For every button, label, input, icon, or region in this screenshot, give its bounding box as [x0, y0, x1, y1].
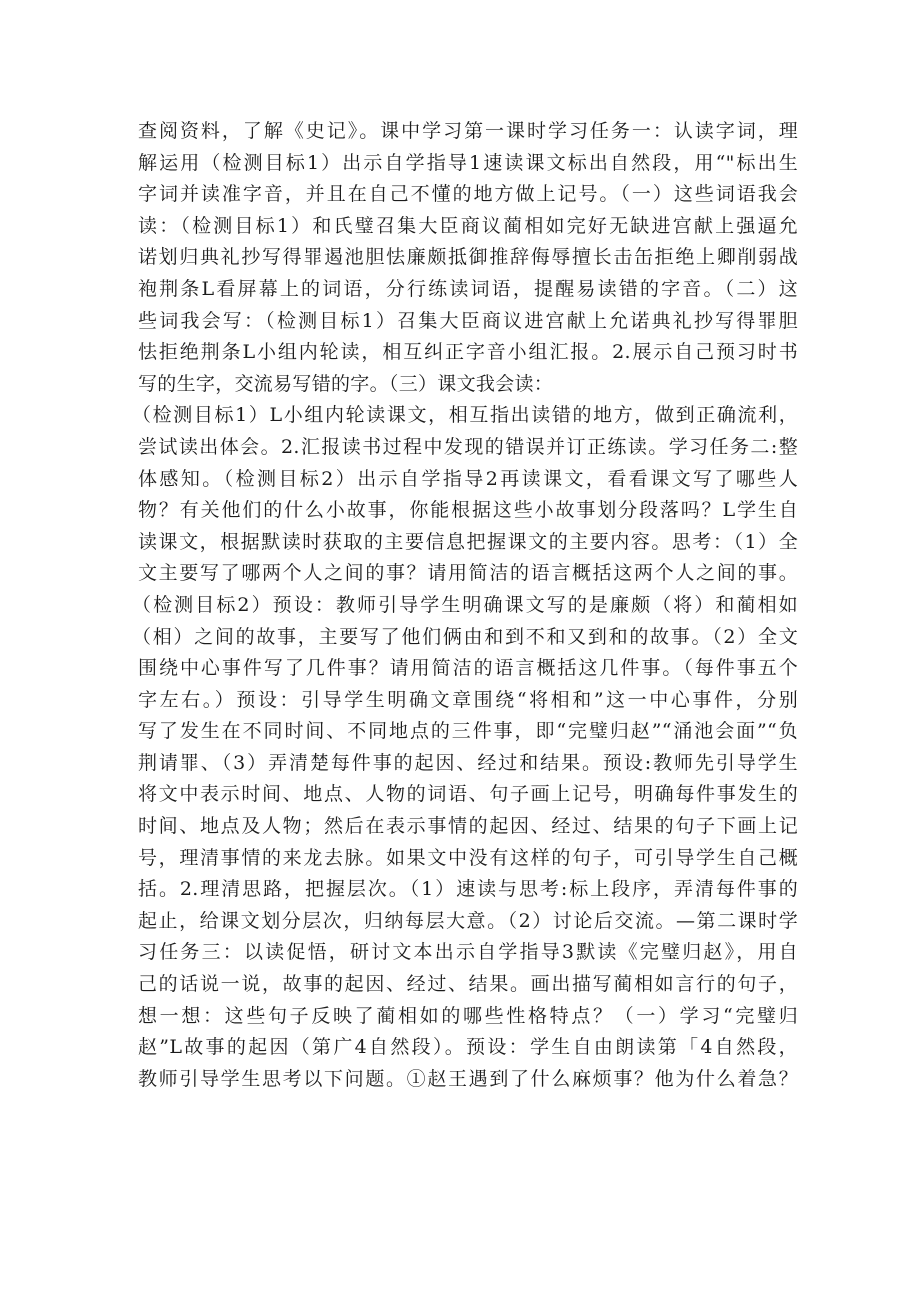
text-line: 号，理清事情的来龙去脉。如果文中没有这样的句子，可引导学生自己概: [138, 846, 798, 869]
text-line: 解运用（检测目标1）出示自学指导1速读课文标出自然段，用“"标出生: [138, 151, 798, 174]
text-line: 赵”L故事的起因（第广4自然段）。预设：学生自由朗读第「4自然段，: [138, 1036, 798, 1059]
text-line: 体感知。（检测目标2）出示自学指导2再读课文，看看课文写了哪些人: [138, 467, 798, 490]
text-line: 围绕中心事件写了几件事？请用简洁的语言概括这几件事。（每件事五个: [138, 657, 798, 680]
text-line: 括。2.理清思路，把握层次。（1）速读与思考:标上段序，弄清每件事的: [138, 878, 798, 901]
text-line: 想一想：这些句子反映了蔺相如的哪些性格特点？（一）学习“完璧归: [138, 1004, 798, 1027]
text-line: 时间、地点及人物；然后在表示事情的起因、经过、结果的句子下画上记: [138, 815, 798, 838]
text-line: 习任务三：以读促悟，研讨文本出示自学指导3默读《完璧归赵》，用自: [138, 941, 798, 964]
text-line: 写了发生在不同时间、不同地点的三件事，即“完璧归赵”“涌池会面”“负: [138, 720, 798, 743]
text-line: 写的生字，交流易写错的字。（三）课文我会读：: [138, 372, 554, 395]
text-line: 读课文，根据默读时获取的主要信息把握课文的主要内容。思考：（1）全: [138, 530, 798, 553]
text-line: 物？有关他们的什么小故事，你能根据这些小故事划分段落吗？L学生自: [138, 499, 798, 522]
text-line: 将文中表示时间、地点、人物的词语、句子画上记号，明确每件事发生的: [138, 783, 798, 806]
text-line: （检测目标2）预设：教师引导学生明确课文写的是廉颇（将）和蔺相如: [132, 593, 798, 616]
text-line: （检测目标1）L小组内轮读课文，相互指出读错的地方，做到正确流利，: [132, 404, 798, 427]
text-line: 查阅资料，了解《史记》。课中学习第一课时学习任务一：认读字词，理: [138, 120, 798, 142]
text-line: 己的话说一说，故事的起因、经过、结果。画出描写蔺相如言行的句子，: [138, 973, 798, 996]
text-line: 怯拒绝荆条L小组内轮读，相互纠正字音小组汇报。2.展示自己预习时书: [138, 341, 798, 364]
text-line: 起止，给课文划分层次，归纳每层大意。（2）讨论后交流。—第二课时学: [138, 909, 798, 932]
text-line: 诺划归典礼抄写得罪遏池胆怯廉颇抵御推辞侮辱擅长击缶拒绝上卿削弱战: [138, 246, 798, 269]
text-line: （相）之间的故事，主要写了他们俩由和到不和又到和的故事。（2）全文: [132, 625, 798, 648]
text-line: 字词并读准字音，并且在自己不懂的地方做上记号。（一）这些词语我会: [138, 183, 798, 206]
text-line: 尝试读出体会。2.汇报读书过程中发现的错误并订正练读。学习任务二:整: [138, 435, 798, 458]
body-text: [132, 116, 798, 1095]
text-line: 些词我会写：（检测目标1）召集大臣商议进宫献上允诺典礼抄写得罪胆: [138, 309, 798, 332]
text-line: 字左右。）预设：引导学生明确文章围绕“将相和”这一中心事件，分别: [138, 688, 798, 711]
text-line: 文主要写了哪两个人之间的事？请用简洁的语言概括这两个人之间的事。: [138, 562, 798, 585]
text-line: 读：（检测目标1）和氏璧召集大臣商议蔺相如完好无缺进宫献上强逼允: [138, 214, 798, 237]
text-line: 袍荆条L看屏幕上的词语，分行练读词语，提醒易读错的字音。（二）这: [138, 277, 798, 300]
text-line: 荆请罪、（3）弄清楚每件事的起因、经过和结果。预设:教师先引导学生: [138, 751, 798, 774]
text-line: 教师引导学生思考以下问题。①赵王遇到了什么麻烦事？他为什么着急？: [138, 1067, 798, 1090]
